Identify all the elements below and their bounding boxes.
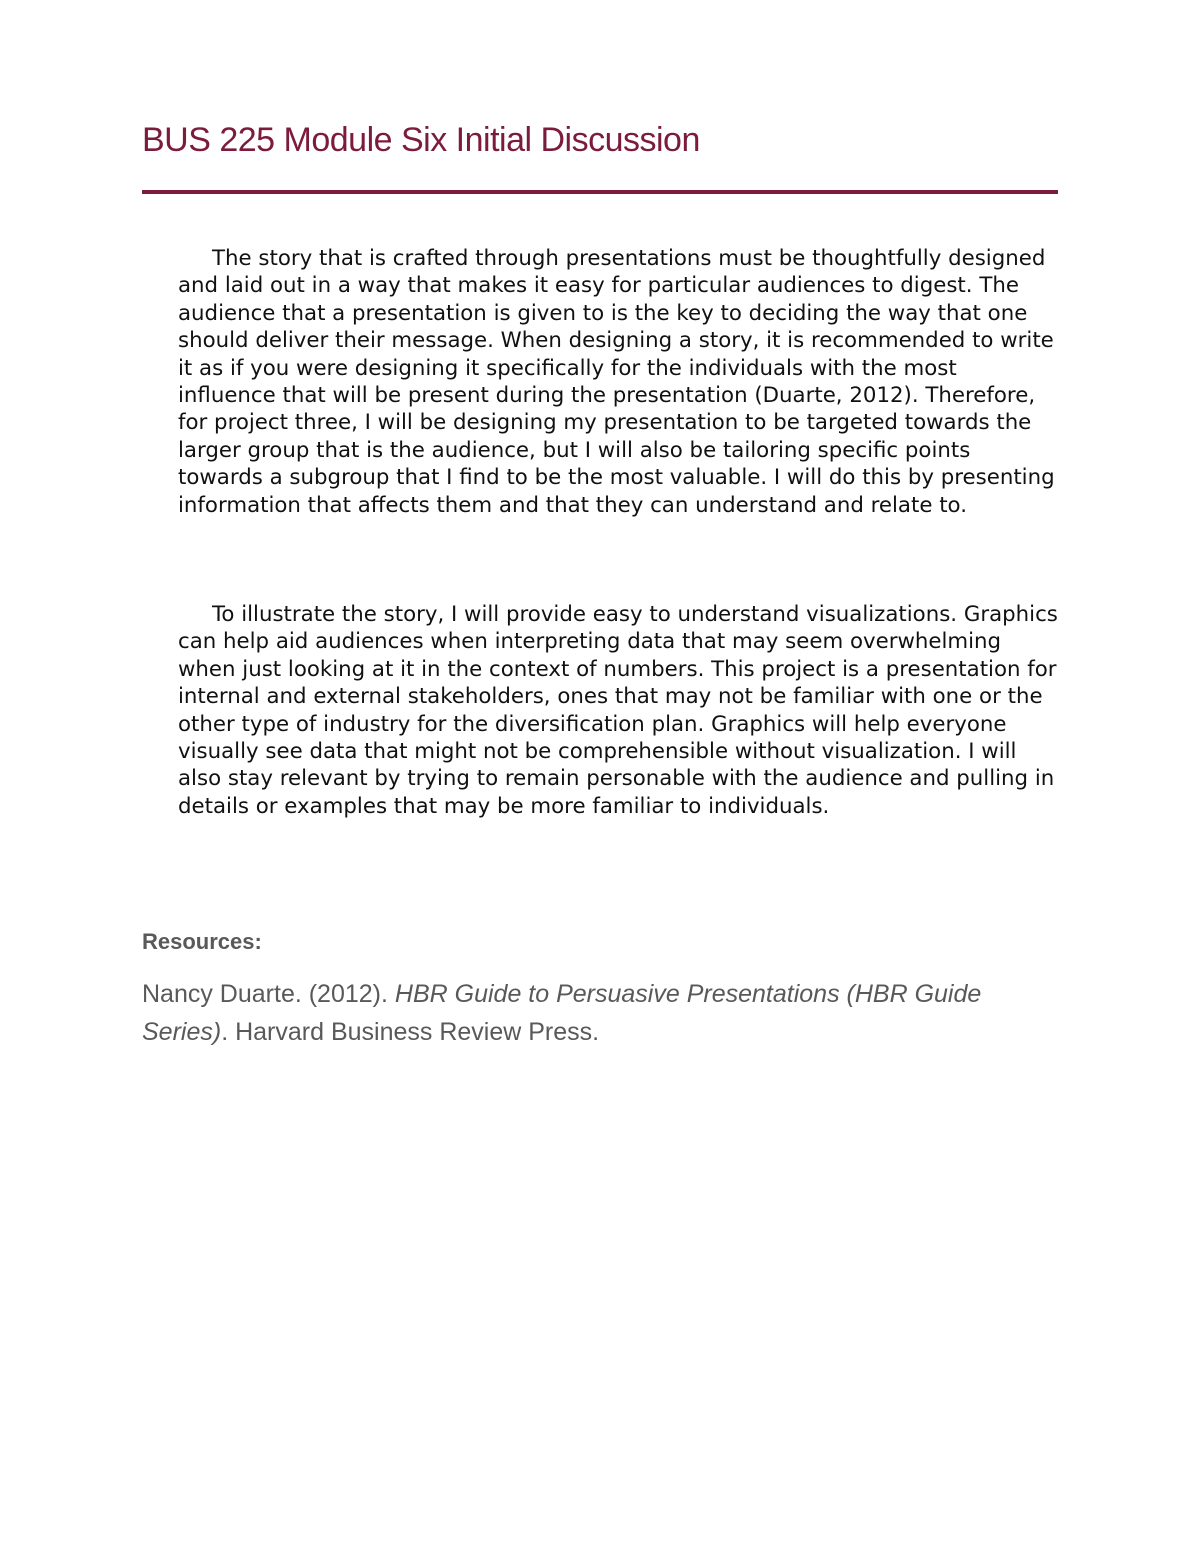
title-divider — [142, 190, 1058, 194]
resources-heading: Resources: — [142, 929, 262, 954]
body-paragraph-2: To illustrate the story, I will provide easy to understand visualizations. Graphics can help aid audiences when interpreting data that may seem overwhelming when just looking at it in the context of numbers. This project is a presentation for internal and external stakeholders, ones that may not be familiar with one or the other type of industry for the diversification plan. Graphics will help everyone visually see data that might not be comprehensible without visualization. I will also stay relevant by trying to remain personable with the audience and pulling in details or examples that may be more familiar to individuals. — [178, 602, 1058, 819]
citation-publisher: . Harvard Business Review Press. — [221, 1018, 600, 1046]
body-paragraph-1: The story that is crafted through presentations must be thoughtfully designed and laid out in a way that makes it easy for particular audiences to digest. The audience that a presentation is given to is the key to deciding the way that one should deliver their message. When designing a story, it is recommended to write it as if you were designing it specifically for the individuals with the most influence that will be present during the presentation (Duarte, 2012). Therefore, for project three, I will be designing my presentation to be targeted towards the larger group that is the audience, but I will also be tailoring specific points towards a subgroup that I find to be the most valuable. I will do this by presenting information that affects them and that they can understand and relate to. — [178, 246, 1055, 518]
reference-citation — [142, 975, 1042, 1051]
citation-book-title: HBR Guide to Persuasive Presentations (HBR Guide Series) — [142, 980, 982, 1046]
citation-author-year: Nancy Duarte. (2012). — [142, 980, 395, 1008]
document-title: BUS 225 Module Six Initial Discussion — [142, 121, 700, 159]
